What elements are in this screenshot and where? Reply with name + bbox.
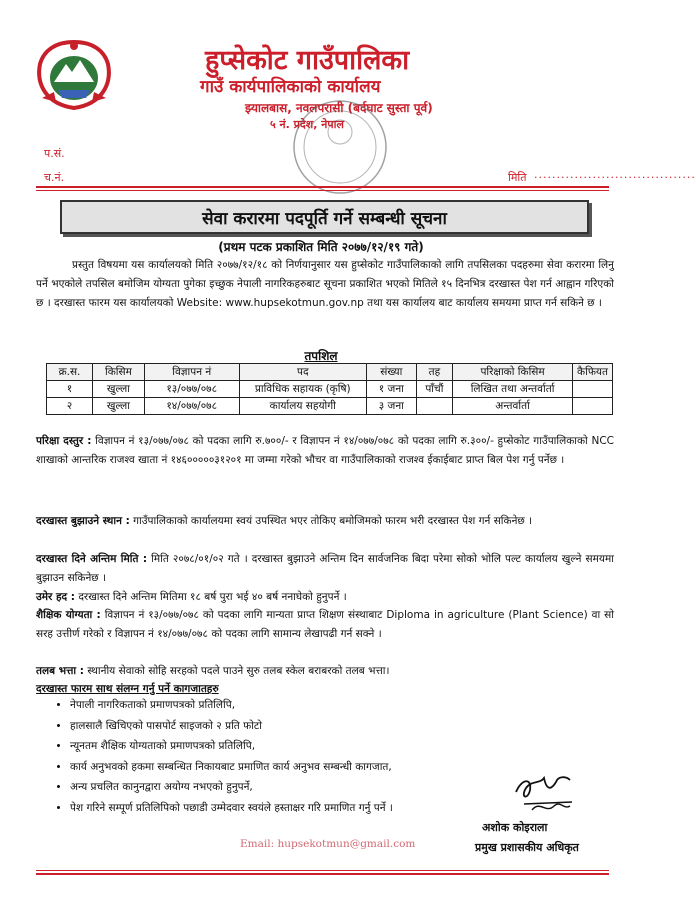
cell-post: कार्यालय सहयोगी xyxy=(239,398,366,415)
deadline-label: दरखास्त दिने अन्तिम मिति : xyxy=(36,553,148,565)
submission-place-section xyxy=(36,512,614,531)
cell-ad-number: १४/०७७/०७८ xyxy=(144,398,239,415)
table-row xyxy=(47,398,613,415)
notice-title: सेवा करारमा पदपूर्ति गर्ने सम्बन्धी सूचना xyxy=(60,200,589,234)
table-header-row xyxy=(47,364,613,381)
cell-exam-type: लिखित तथा अन्तर्वार्ता xyxy=(453,381,573,398)
cell-post: प्राविधिक सहायक (कृषि) xyxy=(239,381,366,398)
notice-intro xyxy=(36,256,614,313)
footer-email: Email: hupsekotmun@gmail.com xyxy=(240,838,416,850)
footer-divider-thin xyxy=(36,870,609,871)
qualification-section xyxy=(36,606,614,644)
col-level: तह xyxy=(416,364,452,381)
cell-ad-number: १३/०७७/०७८ xyxy=(144,381,239,398)
exam-fee-text: विज्ञापन नं १३/०७७/०७८ को पदका लागि रु.७००/- र विज्ञापन नं १४/०७७/०७८ को पदका लागि रु.३००/- हुप्सेकोट गाउँपालिकाको NCC शाखाको आन्तरिक राजश्व खाता नं १४६०००००३१२०१ मा जम्मा गरेको भौचर वा गाउँपालिकाको राजश्व ईकाईबाट प्राप्त बिल पेश गर्नु पर्नेछ । xyxy=(36,435,615,466)
attachments-list xyxy=(50,695,540,818)
list-item: • अन्य प्रचलित कानुनद्वारा अयोग्य नभएको हुनुपर्ने, xyxy=(70,777,540,798)
first-published-date: (प्रथम पटक प्रकाशित मिति २०७७/१२/१९ गते) xyxy=(218,240,424,254)
date-label: मिति xyxy=(508,171,527,184)
cell-level xyxy=(416,398,452,415)
vacancy-table xyxy=(46,363,613,415)
exam-fee-label: परिक्षा दस्तुर : xyxy=(36,435,92,447)
table-row xyxy=(47,381,613,398)
date-placeholder: .................................... xyxy=(534,168,696,181)
age-limit-text: दरखास्त दिने अन्तिम मितिमा १८ बर्ष पुरा भई ४० बर्ष ननाघेको हुनुपर्ने । xyxy=(78,591,347,603)
cell-count: १ जना xyxy=(366,381,416,398)
office-province: ५ नं. प्रदेश, नेपाल xyxy=(270,118,344,131)
exam-fee-section xyxy=(36,432,614,470)
submission-place-label: दरखास्त बुझाउने स्थान : xyxy=(36,515,130,527)
signatory-role: प्रमुख प्रशासकीय अधिकृत xyxy=(475,841,579,854)
age-limit-section xyxy=(36,588,614,607)
col-exam-type: परिक्षाको किसिम xyxy=(453,364,573,381)
cell-type: खुल्ला xyxy=(92,398,144,415)
qualification-label: शैक्षिक योग्यता : xyxy=(36,609,101,621)
notice-intro-text: प्रस्तुत विषयमा यस कार्यालयको मिति २०७७/१२/१८ को निर्णयानुसार यस हुप्सेकोट गाउँपालिकाको लागि तपसिलका पदहरुमा सेवा करारमा लिनु पर्ने भएकोले तपसिल बमोजिम योग्यता पुगेका इच्छुक नेपाली नागरिकहरुबाट सूचना प्रकाशित भएको मितिले १५ दिनभित्र दरखास्त पेश गर्न आह्वान गरिएको छ । दरखास्त फारम यस कार्यालयको Website: www.hupsekotmun.gov.np तथा यस कार्यालय बाट कार्यालय समयमा प्राप्त गर्न सकिने छ । xyxy=(36,259,614,309)
reference-number-label: प.सं. xyxy=(44,147,65,160)
col-ad-number: विज्ञापन नं xyxy=(144,364,239,381)
dispatch-number-label: च.नं. xyxy=(44,171,65,184)
header-divider xyxy=(36,186,609,188)
list-item: • कार्य अनुभवको हकमा सम्बन्धित निकायबाट प्रमाणित कार्य अनुभव सम्बन्धी कागजात, xyxy=(70,757,540,778)
cell-remarks xyxy=(573,381,613,398)
age-limit-label: उमेर हद : xyxy=(36,591,75,603)
cell-exam-type: अन्तर्वार्ता xyxy=(453,398,573,415)
deadline-section xyxy=(36,550,614,588)
salary-label: तलब भत्ता : xyxy=(36,665,84,677)
cell-type: खुल्ला xyxy=(92,381,144,398)
signatory-name: अशोक कोइराला xyxy=(482,821,548,834)
qualification-text: विज्ञापन नं १३/०७७/०७८ को पदका लागि मान्यता प्राप्त शिक्षण संस्थाबाट Diploma in agriculture (Plant Science) वा सो सरह उत्तीर्ण गरेको र विज्ञापन नं १४/०७७/०७८ को पदका लागि सामान्य लेखापढी गर्न सक्ने । xyxy=(36,609,614,640)
cell-serial: १ xyxy=(47,381,93,398)
col-type: किसिम xyxy=(92,364,144,381)
salary-text: स्थानीय सेवाको सोहि सरहको पदले पाउने सुरु तलब स्केल बराबरको तलब भत्ता। xyxy=(87,665,390,677)
office-address: झ्यालबास, नवलपरासी (बर्दघाट सुस्ता पूर्व) xyxy=(245,101,433,115)
list-item: • नेपाली नागरिकताको प्रमाणपत्रको प्रतिलिपि, xyxy=(70,695,540,716)
header-divider-thin xyxy=(36,190,609,191)
office-subtitle: गाउँ कार्यपालिकाको कार्यालय xyxy=(200,77,381,97)
salary-section xyxy=(36,662,614,681)
footer-divider xyxy=(36,873,609,875)
list-item: • पेश गरिने सम्पूर्ण प्रतिलिपिको पछाडी उम्मेदवार स्वयंले हस्ताक्षर गरि प्रमाणित गर्नु पर्ने । xyxy=(70,798,540,819)
list-item: • न्यूनतम शैक्षिक योग्यताको प्रमाणपत्रको प्रतिलिपि, xyxy=(70,736,540,757)
cell-remarks xyxy=(573,398,613,415)
cell-level: पाँचौं xyxy=(416,381,452,398)
col-serial: क्र.स. xyxy=(47,364,93,381)
deadline-text: मिति २०७८/०१/०२ गते । दरखास्त बुझाउने अन्तिम दिन सार्वजनिक बिदा परेमा सोको भोलि पल्ट कार्यालय खुल्ने समयमा बुझाउन सकिनेछ । xyxy=(36,553,615,584)
signature-mark xyxy=(510,770,580,814)
list-item: • हालसालै खिचिएको पासपोर्ट साइजको २ प्रति फोटो xyxy=(70,716,540,737)
col-remarks: कैफियत xyxy=(573,364,613,381)
cell-count: ३ जना xyxy=(366,398,416,415)
col-count: संख्या xyxy=(366,364,416,381)
cell-serial: २ xyxy=(47,398,93,415)
attachments-heading: दरखास्त फारम साथ संलग्न गर्नु पर्ने कागजातहरु xyxy=(36,683,219,695)
nepal-emblem-icon xyxy=(34,38,114,110)
submission-place-text: गाउँपालिकाको कार्यालयमा स्वयं उपस्थित भएर तोकिए बमोजिमको फारम भरी दरखास्त पेश गर्न सकिनेछ । xyxy=(133,515,533,527)
col-post: पद xyxy=(239,364,366,381)
office-title: हुप्सेकोट गाउँपालिका xyxy=(205,45,410,76)
tapsil-heading: तपशिल xyxy=(304,349,338,363)
